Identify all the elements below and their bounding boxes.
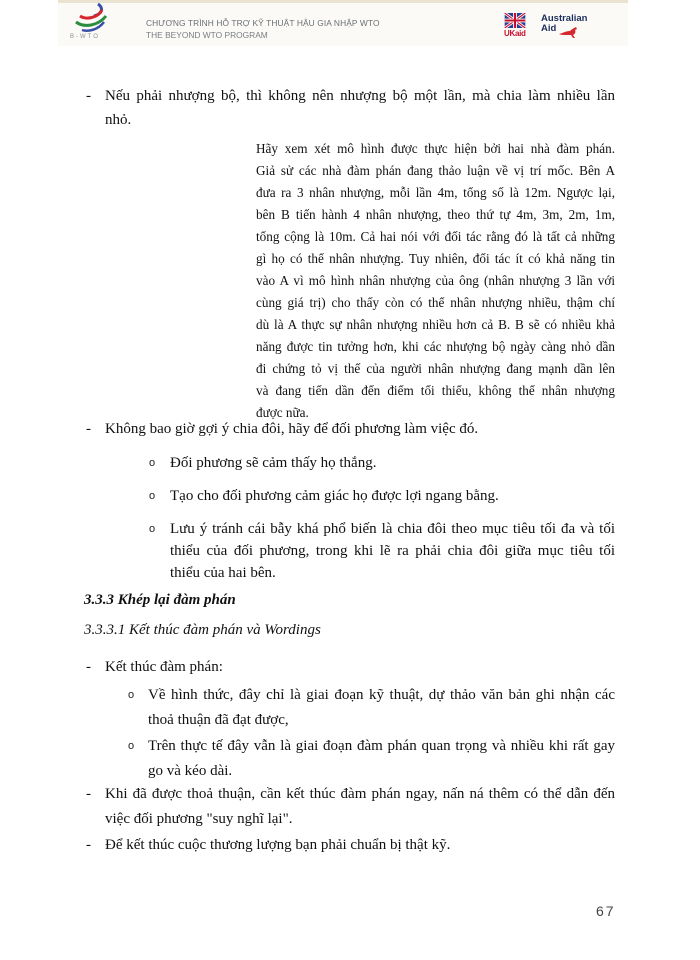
bullet-marker: -: [86, 421, 91, 437]
sub-item-line: Về hình thức, đây chỉ là giai đoạn kỹ thuật, dự thảo văn bản ghi nhận các: [148, 687, 615, 703]
quote-line: đi chứng tỏ vị thế của người nhân nhượng đang mạnh dần lên: [256, 361, 615, 376]
paragraph-line: Khi đã được thoả thuận, cần kết thúc đàm phán ngay, nấn ná thêm có thể dẫn đến: [105, 786, 615, 802]
paragraph-line: Để kết thúc cuộc thương lượng bạn phải chuẩn bị thật kỹ.: [105, 837, 451, 853]
program-subtitle: THE BEYOND WTO PROGRAM: [146, 30, 268, 40]
page-number: 67: [596, 903, 616, 919]
sub-item-line: Tạo cho đối phương cảm giác họ được lợi ngang bằng.: [170, 488, 499, 504]
bullet-marker: -: [86, 659, 91, 675]
sub-bullet-marker: o: [149, 457, 156, 469]
quote-line: được nữa.: [256, 405, 309, 420]
quote-line: dù là A thực sự nhân nhượng nhiều hơn cả B. B sẽ có nhiều khả: [256, 317, 615, 332]
sub-item-line: Lưu ý tránh cái bẫy khá phổ biến là chia đôi theo mục tiêu tối đa và tối: [170, 521, 615, 537]
sub-item-line: thoả thuận đã đạt được,: [148, 712, 289, 728]
uk-flag-icon: [504, 13, 526, 28]
quote-line: năng được tin tưởng hơn, khi các nhượng bộ ngày càng nhỏ dần: [256, 339, 615, 354]
paragraph-line: nhỏ.: [105, 112, 132, 128]
document-header: [58, 0, 628, 46]
quote-line: Giả sử các nhà đàm phán đang thảo luận về vị trí mốc. Bên A: [256, 163, 615, 178]
sub-item-line: thiểu của hai bên.: [170, 565, 276, 581]
quote-line: vào A vì mô hình nhân nhượng của ông (nhân nhượng 3 lần với: [256, 273, 615, 288]
section-heading-3-3-3: 3.3.3 Khép lại đàm phán: [84, 592, 236, 608]
quote-line: và đang tiến dần đến điểm tối thiểu, không thể nhân nhượng: [256, 383, 615, 398]
quote-line: cùng giá trị) cho thấy còn có thể nhân nhượng nhiều, thậm chí: [256, 295, 615, 310]
kangaroo-icon: [558, 25, 580, 39]
sub-item-line: thiểu của đối phương, trong khi lẽ ra phải chia đôi giữa mục tiêu tối: [170, 543, 615, 559]
paragraph-line: việc đối phương "suy nghĩ lại".: [105, 811, 293, 827]
sub-bullet-marker: o: [128, 689, 135, 701]
bullet-marker: -: [86, 786, 91, 802]
section-heading-3-3-3-1: 3.3.3.1 Kết thúc đàm phán và Wordings: [84, 622, 321, 638]
ukaid-label: UKaid: [504, 29, 526, 38]
header-top-strip: [58, 0, 628, 3]
quote-line: gì họ có thể nhân nhượng. Tuy nhiên, đối tác ít có khả năng tin: [256, 251, 615, 266]
bullet-marker: -: [86, 88, 91, 104]
paragraph-line: Kết thúc đàm phán:: [105, 659, 223, 675]
quote-line: tổng cộng là 10m. Cả hai nói với đối tác rằng đó là tất cả những: [256, 229, 615, 244]
bullet-marker: -: [86, 837, 91, 853]
sub-item-line: go và kéo dài.: [148, 763, 233, 779]
paragraph-line: Nếu phải nhượng bộ, thì không nên nhượng bộ một lần, mà chia làm nhiều lần: [105, 88, 615, 104]
sub-item-line: Đối phương sẽ cảm thấy họ thắng.: [170, 455, 377, 471]
sub-bullet-marker: o: [149, 523, 156, 535]
paragraph-line: Không bao giờ gợi ý chia đôi, hãy để đối phương làm việc đó.: [105, 421, 479, 437]
sub-bullet-marker: o: [149, 490, 156, 502]
quote-line: bên B tiến hành 4 nhân nhượng, theo thứ tự 4m, 3m, 2m, 1m,: [256, 207, 615, 222]
sub-item-line: Trên thực tế đây vẫn là giai đoạn đàm phán quan trọng và nhiều khi rất gay: [148, 738, 615, 754]
quote-line: Hãy xem xét mô hình được thực hiện bởi hai nhà đàm phán.: [256, 141, 615, 156]
quote-line: đưa ra 3 nhân nhượng, mỗi lần 4m, tổng số là 12m. Ngược lại,: [256, 185, 615, 200]
australian-aid-line1: Australian: [541, 13, 588, 24]
sub-bullet-marker: o: [128, 740, 135, 752]
program-title: CHƯƠNG TRÌNH HỖ TRỢ KỸ THUẬT HẬU GIA NHẬP WTO: [146, 18, 380, 28]
australian-aid-line2: Aid: [541, 23, 557, 34]
logo-caption: B-WTO: [70, 34, 100, 40]
